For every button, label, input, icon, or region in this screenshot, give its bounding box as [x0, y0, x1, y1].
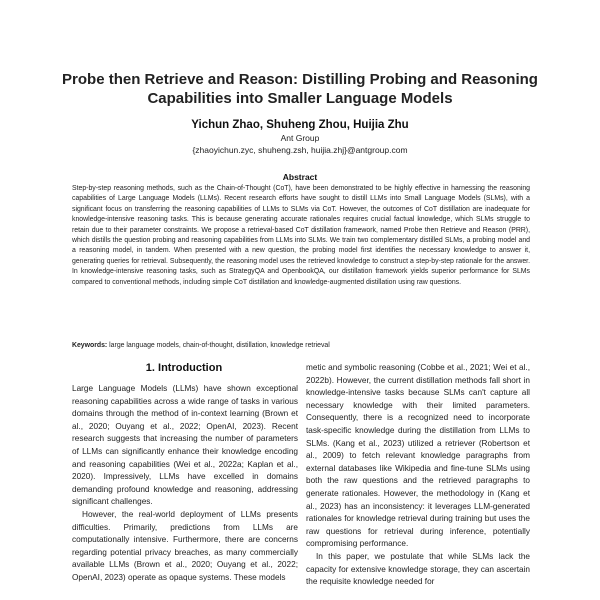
title-line-1: Probe then Retrieve and Reason: Distilling Probing and Reasoning: [62, 71, 538, 88]
intro-paragraph-4: In this paper, we postulate that while SLMs lack the capacity for extensive knowledge storage, they can ascertain the requisite knowledge needed for: [306, 551, 530, 587]
intro-paragraph-1: Large Language Models (LLMs) have shown exceptional reasoning capabilities across a wide range of tasks in various domains through the method of in-context learning (Brown et al., 2020; Ouyang et al., 2022; OpenAI, 2023). Recent research suggests that increasing the number of parameters of LLMs can significantly enhance their knowledge encoding and reasoning capabilities (Wei et al., 2022a; Kaplan et al., 2020). Impressively, LLMs have excelled in domains demanding profound knowledge and reasoning, addressing significant challenges.: [72, 384, 298, 507]
abstract-heading: Abstract: [282, 172, 318, 182]
author-emails: {zhaoyichun.zyc, shuheng.zsh, huijia.zhj}@antgroup.com: [192, 145, 408, 155]
affiliation: Ant Group: [280, 133, 320, 143]
keywords-label: Keywords:: [72, 342, 108, 349]
keywords-text: large language models, chain-of-thought, distillation, knowledge retrieval: [109, 342, 330, 349]
title-line-2: Capabilities into Smaller Language Models: [147, 90, 453, 107]
intro-paragraph-3: metic and symbolic reasoning (Cobbe et al., 2021; Wei et al., 2022b). However, the current distillation methods fall short in knowledge-intensive tasks because SLMs can't capture all necessary knowledge with their limited parameters. Consequently, there is a recognized need to incorporate task-specific knowledge during the distillation from LLMs to SLMs. (Kang et al., 2023) utilized a retriever (Robertson et al., 2009) to fetch relevant knowledge paragraphs from external databases like Wikipedia and fine-tune SLMs using both the raw questions and the retrieved paragraphs to generate rationales. However, the methodology in (Kang et al., 2023) has an inconsistency: it leverages LLM-generated rationales for knowledge retrieval during training but uses the raw questions for retrieval during inference, potentially compromising performance.: [306, 363, 530, 549]
intro-paragraph-2: However, the real-world deployment of LLMs presents difficulties. Primarily, predictions from LLMs are computationally intensive. Furthermore, there are concerns regarding potential privacy breaches, as many commercially available LLMs (Brown et al., 2020; Ouyang et al., 2022; OpenAI, 2023) operate as opaque systems. These models: [72, 509, 298, 582]
author-list: Yichun Zhao, Shuheng Zhou, Huijia Zhu: [191, 119, 409, 131]
section-heading-introduction: 1. Introduction: [145, 362, 223, 374]
paper-title: [40, 70, 560, 108]
right-column: [306, 362, 530, 589]
keywords-line: [72, 341, 530, 351]
abstract-text: Step-by-step reasoning methods, such as the Chain-of-Thought (CoT), have been demonstrated to be highly effective in harnessing the reasoning capabilities of Large Language Models (LLMs). Recent research efforts have sought to distill LLMs into Small Language Models (SLMs), with a significant focus on transferring the reasoning capabilities of LLMs to SLMs via CoT. However, the outcomes of CoT distillation are inadequate for knowledge-intensive reasoning tasks. This is because generating accurate rationales requires crucial factual knowledge, which SLMs struggle to retain due to their parameter constraints. We propose a retrieval-based CoT distillation framework, named Probe then Retrieve and Reason (PRR), which distills the question probing and reasoning capabilities from LLMs into SLMs. We train two complementary distilled SLMs, a probing model and a reasoning model, in tandem. When presented with a new question, the probing model first identifies the necessary knowledge to answer it, generating queries for retrieval. Subsequently, the reasoning model uses the retrieved knowledge to construct a step-by-step rationale for the answer. In knowledge-intensive reasoning tasks, such as StrategyQA and OpenbookQA, our distillation framework yields superior performance for SLMs compared to conventional methods, including simple CoT distillation and knowledge-augmented distillation using raw questions.: [72, 185, 530, 286]
left-column: [72, 383, 298, 585]
